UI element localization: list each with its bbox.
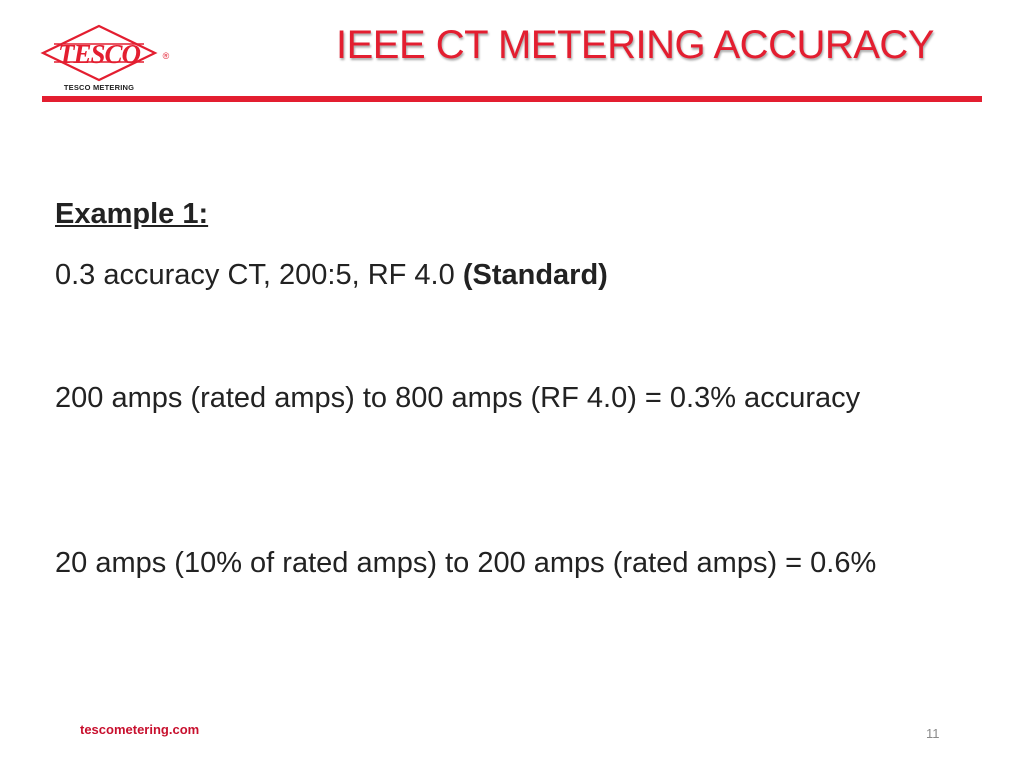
ct-spec-line — [55, 255, 608, 296]
tesco-logo-mark — [40, 22, 180, 84]
tesco-logo — [40, 22, 180, 94]
slide-number: 11 — [926, 726, 940, 741]
ct-spec-tag: (Standard) — [462, 259, 608, 291]
logo-caption: TESCO METERING — [63, 83, 135, 92]
accuracy-range-2: 20 amps (10% of rated amps) to 200 amps (rated amps) = 0.6% — [55, 547, 877, 579]
tesco-wordmark: TESCO — [57, 39, 141, 69]
registered-mark: ® — [162, 51, 170, 61]
ct-spec-text: 0.3 accuracy CT, 200:5, RF 4.0 — [55, 259, 455, 291]
footer-website: tescometering.com — [80, 722, 200, 737]
example-heading: Example 1: — [55, 198, 209, 230]
slide-title: IEEE CT METERING ACCURACY — [336, 23, 934, 67]
accuracy-range-1: 200 amps (rated amps) to 800 amps (RF 4.0) = 0.3% accuracy — [55, 382, 861, 414]
header-divider — [42, 96, 982, 102]
